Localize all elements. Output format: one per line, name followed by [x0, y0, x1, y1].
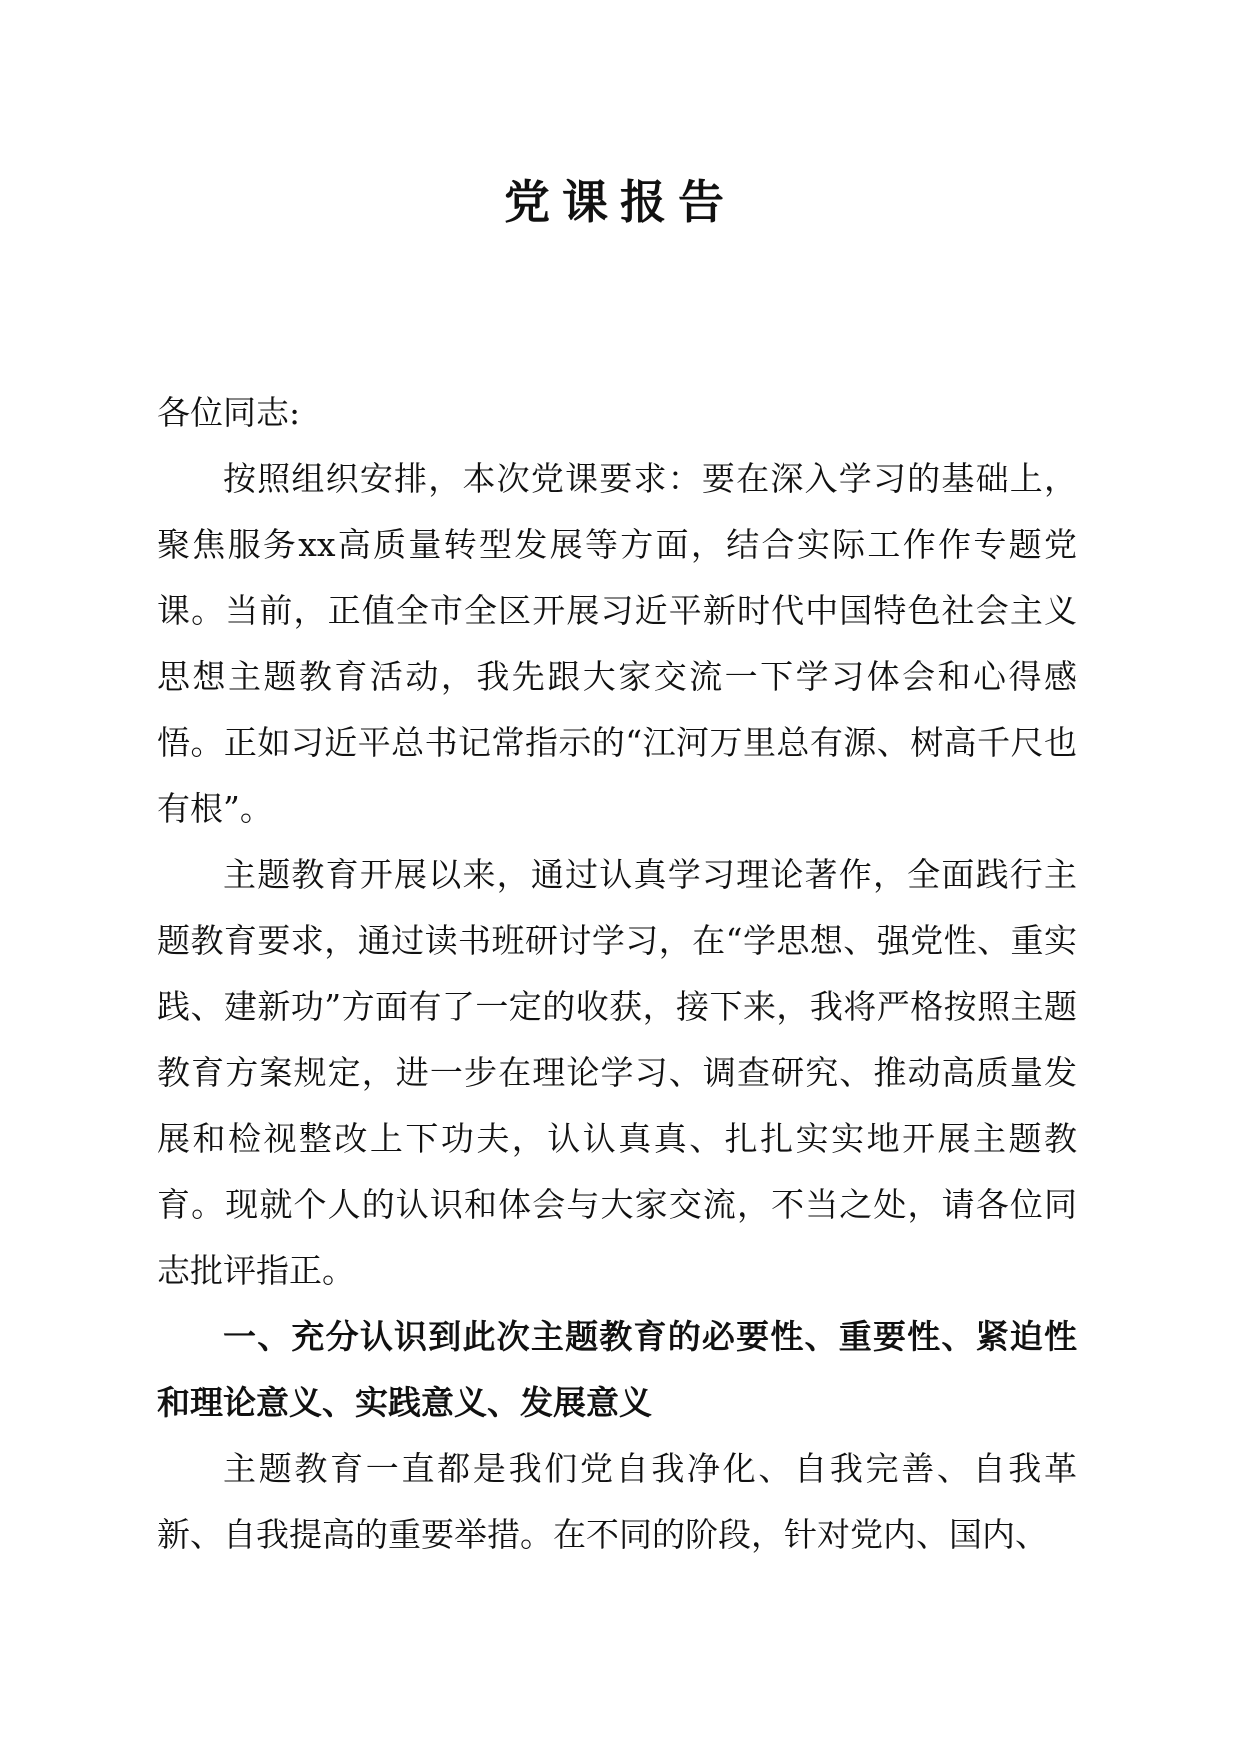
paragraph-section-1: 主题教育一直都是我们党自我净化、自我完善、自我革新、自我提高的重要举措。在不同的阶段，针对党内、国内、: [157, 1449, 1077, 1554]
section-heading-1: 一、充分认识到此次主题教育的必要性、重要性、紧迫性和理论意义、实践意义、发展意义: [157, 1317, 1077, 1422]
salutation: 各位同志:: [157, 393, 301, 432]
document-title: 党课报告: [504, 175, 736, 229]
paragraph-progress: 主题教育开展以来，通过认真学习理论著作，全面践行主题教育要求，通过读书班研讨学习，在“学思想、强党性、重实践、建新功”方面有了一定的收获，接下来，我将严格按照主题教育方案规定，进一步在理论学习、调查研究、推动高质量发展和检视整改上下功夫，认认真真、扎扎实实地开展主题教育。现就个人的认识和体会与大家交流，不当之处，请各位同志批评指正。: [157, 855, 1077, 1290]
document-body: [157, 380, 1077, 1568]
paragraph-intro: 按照组织安排，本次党课要求：要在深入学习的基础上，聚焦服务xx高质量转型发展等方面，结合实际工作作专题党课。当前，正值全市全区开展习近平新时代中国特色社会主义思想主题教育活动，我先跟大家交流一下学习体会和心得感悟。正如习近平总书记常指示的“江河万里总有源、树高千尺也有根”。: [157, 459, 1077, 828]
